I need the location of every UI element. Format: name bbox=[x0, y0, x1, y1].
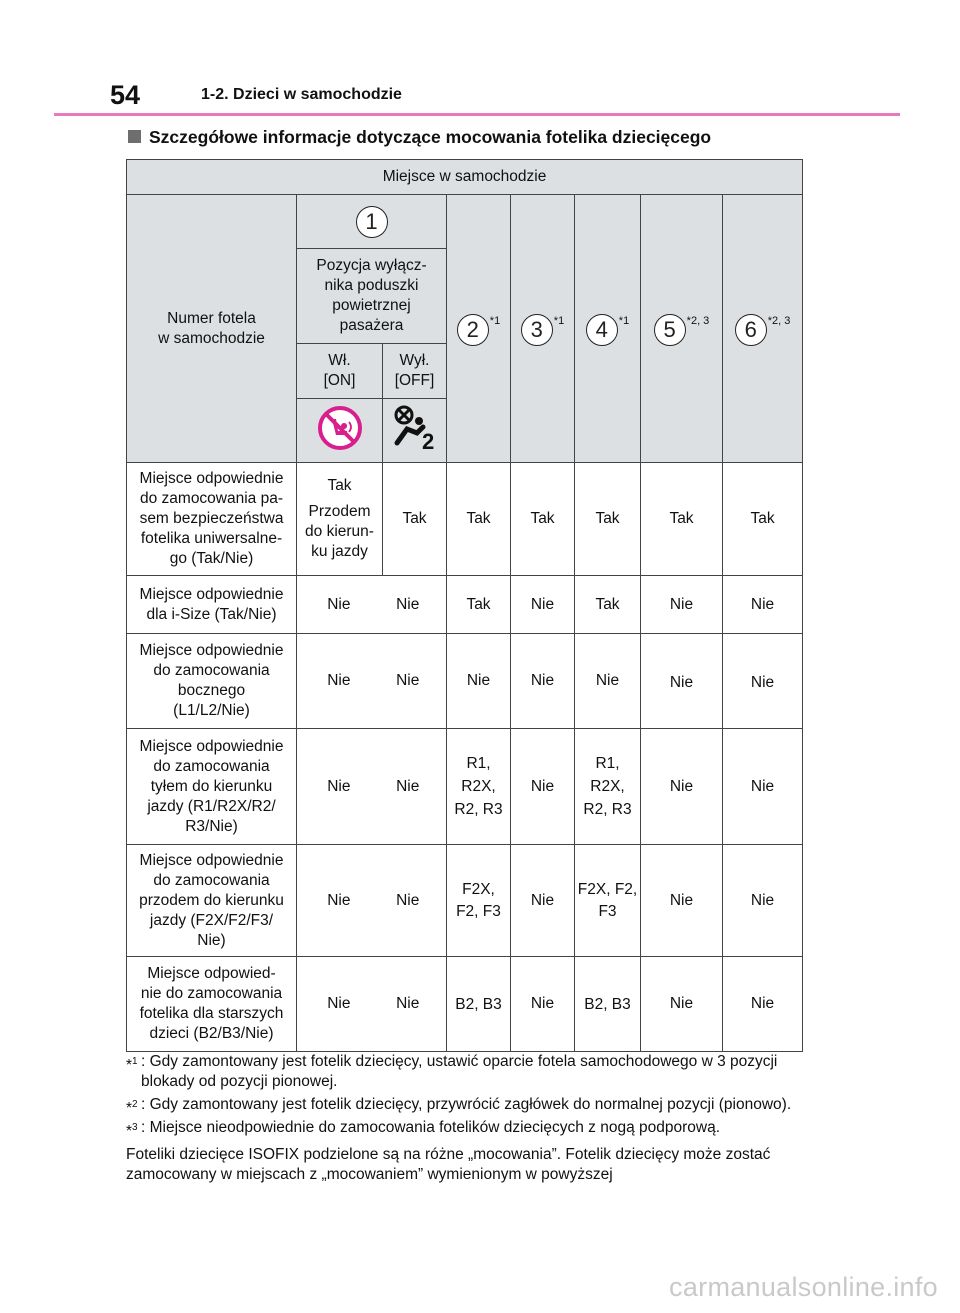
page-number: 54 bbox=[110, 80, 141, 110]
table-cell: Tak bbox=[723, 463, 803, 576]
table-cell: Nie bbox=[511, 576, 575, 634]
seat-5-header bbox=[641, 195, 723, 463]
seat-6-header bbox=[723, 195, 803, 463]
row-label-lateral: Miejsce odpowiednie do zamocowania bocznego (L1/L2/Nie) bbox=[127, 634, 297, 729]
airbag-off-icon-number: 2 bbox=[421, 428, 434, 453]
passenger-airbag-off-icon bbox=[389, 403, 441, 453]
seat-4-header bbox=[575, 195, 641, 463]
section-breadcrumb: 1-2. Dzieci w samochodzie bbox=[201, 86, 402, 103]
row-label-rearward: Miejsce odpowiednie do zamocowania tyłem do kierunku jazdy (R1/R2X/R2/ R3/Nie) bbox=[127, 729, 297, 845]
table-cell: Nie bbox=[511, 957, 575, 1052]
footnote: *$^1$ : Gdy zamontowany jest fotelik dziecięcy, ustawić oparcie fotela samochodowego w 3 pozycji blokady od pozycji pionowej. bbox=[126, 1053, 778, 1090]
isofix-table bbox=[126, 159, 803, 1052]
seat-footnote: *1 bbox=[489, 315, 501, 328]
seat-number: 4 bbox=[586, 314, 618, 346]
seat-number: 6 bbox=[735, 314, 767, 346]
table-cell: Nie bbox=[723, 729, 803, 845]
seat-2-header bbox=[447, 195, 511, 463]
table-cell: Nie bbox=[641, 957, 723, 1052]
cell-seat1-off: Tak Przodem do kierun- ku jazdy bbox=[297, 463, 383, 576]
table-cell: Nie Nie bbox=[297, 957, 447, 1052]
seat-number: 5 bbox=[654, 314, 686, 346]
table-cell: Nie Nie bbox=[297, 845, 447, 957]
table-cell: Tak bbox=[447, 576, 511, 634]
table-cell: Nie Nie bbox=[297, 634, 447, 729]
section-title: Szczegółowe informacje dotyczące mocowania fotelika dziecięcego bbox=[149, 127, 712, 147]
row-label-isize: Miejsce odpowiednie dla i-Size (Tak/Nie) bbox=[127, 576, 297, 634]
table-cell: Nie bbox=[723, 634, 803, 729]
footnote: *$^3$ : Miejsce nieodpowiednie do zamocowania fotelików dziecięcych z nogą podporową. bbox=[126, 1119, 721, 1141]
table-cell: Tak bbox=[447, 463, 511, 576]
table-cell: Tak bbox=[575, 463, 641, 576]
table-cell: Nie bbox=[723, 957, 803, 1052]
seat-3-header bbox=[511, 195, 575, 463]
table-cell: Nie bbox=[641, 576, 723, 634]
footnote-marker: *$^1$ bbox=[126, 1056, 138, 1075]
footnote: *$^2$ : Gdy zamontowany jest fotelik dziecięcy, przywrócić zagłówek do normalnej pozycji (pionowo). bbox=[126, 1096, 792, 1118]
table-cell: Nie bbox=[641, 729, 723, 845]
airbag-off-icon-cell bbox=[383, 399, 447, 463]
table-cell: Nie bbox=[575, 634, 641, 729]
airbag-off-label: Wył. [OFF] bbox=[383, 344, 447, 399]
table-cell: Tak bbox=[383, 463, 447, 576]
table-cell: F2X, F2, F3 bbox=[447, 845, 511, 957]
table-cell: F2X, F2, F3 bbox=[575, 845, 641, 957]
table-cell: Nie Nie bbox=[297, 729, 447, 845]
row-label-forward: Miejsce odpowiednie do zamocowania przodem do kierunku jazdy (F2X/F2/F3/ Nie) bbox=[127, 845, 297, 957]
seat-1-number: 1 bbox=[356, 206, 388, 238]
seat-number: 3 bbox=[521, 314, 553, 346]
airbag-switch-label: Pozycja wyłącz- nika poduszki powietrznej pasażera bbox=[297, 249, 447, 344]
header-divider bbox=[54, 113, 900, 116]
table-cell: B2, B3 bbox=[575, 957, 641, 1052]
table-cell: Tak bbox=[511, 463, 575, 576]
seat-1-header bbox=[297, 195, 447, 249]
table-cell: Nie bbox=[511, 634, 575, 729]
seat-footnote: *1 bbox=[553, 315, 565, 328]
seat-footnote: *2, 3 bbox=[686, 315, 710, 328]
airbag-on-label: Wł. [ON] bbox=[297, 344, 383, 399]
table-cell: B2, B3 bbox=[447, 957, 511, 1052]
table-cell: Nie bbox=[723, 576, 803, 634]
footnotes bbox=[126, 1052, 806, 1185]
airbag-on-icon-cell bbox=[297, 399, 383, 463]
table-cell: Nie bbox=[511, 845, 575, 957]
table-cell: Tak bbox=[575, 576, 641, 634]
seat-number: 2 bbox=[457, 314, 489, 346]
seat-footnote: *2, 3 bbox=[767, 315, 791, 328]
table-cell: Nie Nie bbox=[297, 576, 447, 634]
body-paragraph: Foteliki dziecięce ISOFIX podzielone są na różne „mocowania”. Fotelik dziecięcy może zostać zamocowany w miejscach z „mocowaniem” wymienionym w powyższej bbox=[126, 1146, 771, 1183]
table-cell: Nie bbox=[447, 634, 511, 729]
table-cell: Nie bbox=[641, 845, 723, 957]
watermark: carmanualsonline.info bbox=[669, 1272, 938, 1302]
seat-footnote: *1 bbox=[618, 315, 630, 328]
square-bullet-icon bbox=[128, 130, 141, 143]
table-cell: Nie bbox=[723, 845, 803, 957]
airbag-warning-icon bbox=[314, 405, 366, 451]
table-cell: R1, R2X, R2, R3 bbox=[447, 729, 511, 845]
table-top-header: Miejsce w samochodzie bbox=[127, 160, 803, 195]
footnote-marker: *$^3$ bbox=[126, 1122, 138, 1141]
row-label-universal: Miejsce odpowiednie do zamocowania pa- sem bezpieczeństwa fotelika uniwersalne- go (Tak/Nie) bbox=[127, 463, 297, 576]
table-cell: R1, R2X, R2, R3 bbox=[575, 729, 641, 845]
table-cell: Nie bbox=[511, 729, 575, 845]
row-header-seat-number: Numer fotela w samochodzie bbox=[127, 195, 297, 463]
table-cell: Tak bbox=[641, 463, 723, 576]
table-cell: Nie bbox=[641, 634, 723, 729]
section-heading bbox=[128, 127, 711, 148]
row-label-booster: Miejsce odpowied- nie do zamocowania fotelika dla starszych dzieci (B2/B3/Nie) bbox=[127, 957, 297, 1052]
footnote-marker: *$^2$ bbox=[126, 1099, 138, 1118]
